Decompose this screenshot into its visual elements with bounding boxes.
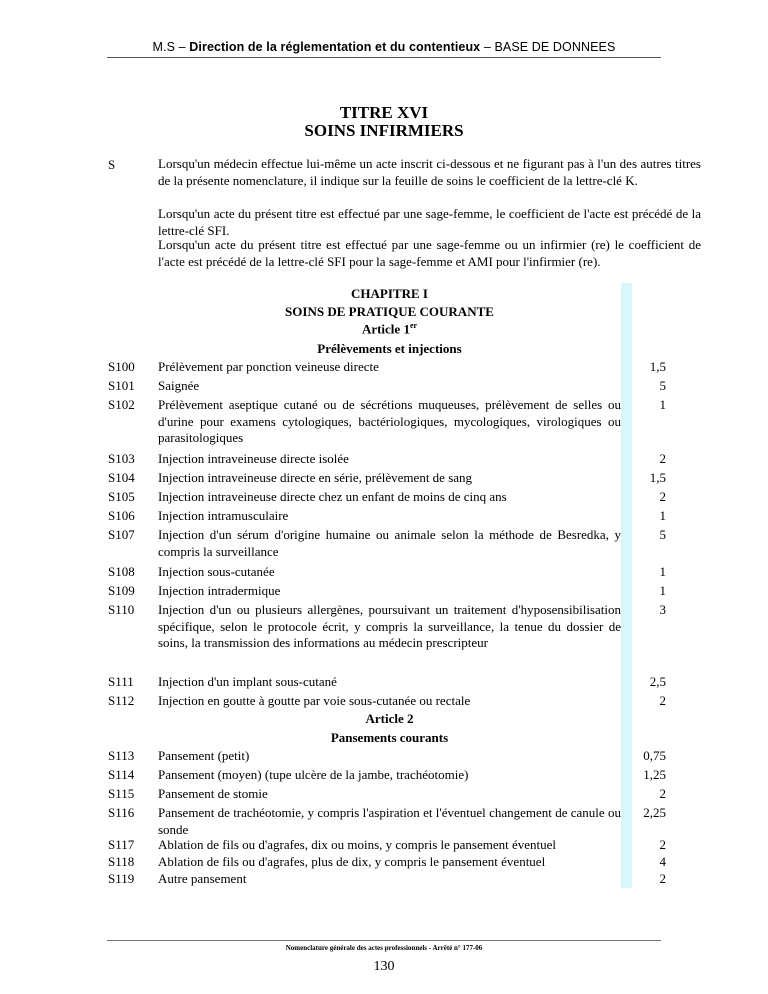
header-prefix: M.S – <box>152 40 190 54</box>
row-label: Autre pansement <box>158 871 247 886</box>
row-code: S118 <box>108 854 135 869</box>
row-code: S104 <box>108 470 135 485</box>
row-label: Pansement (moyen) (tupe ulcère de la jambe, trachéotomie) <box>158 767 469 782</box>
intro-paragraph-2: Lorsqu'un acte du présent titre est effectué par une sage-femme, le coefficient de l'acte est précédé de la lettre-clé SFI. <box>158 206 701 238</box>
article-1-label: Article 1 <box>361 321 410 337</box>
footer-text: Nomenclature générale des actes professionnels - Arrêté n° 177-06 <box>285 944 483 952</box>
header-bold: Direction de la réglementation et du contentieux <box>189 40 481 54</box>
header-rule <box>107 57 661 58</box>
row-code: S116 <box>108 805 135 820</box>
row-coef: 2 <box>659 489 666 504</box>
row-code: S113 <box>108 748 135 763</box>
row-label: Injection intramusculaire <box>158 508 289 523</box>
row-code: S112 <box>108 693 135 708</box>
page-number: 130 <box>373 959 395 974</box>
intro-code: S <box>108 157 116 172</box>
row-code: S111 <box>108 674 134 689</box>
title-line-2: SOINS INFIRMIERS <box>304 121 464 140</box>
row-label: Injection intraveineuse directe en série, prélèvement de sang <box>158 470 473 485</box>
running-header <box>107 40 661 54</box>
row-label: Ablation de fils ou d'agrafes, dix ou moins, y compris le pansement éventuel <box>158 837 557 852</box>
row-coef: 2,5 <box>649 674 666 689</box>
row-label: Injection d'un ou plusieurs allergènes, poursuivant un traitement d'hyposensibilisation spécifique, selon le protocole écrit, y compris la surveillance, la tenue du dossier de soins, la transmission des informations au médecin prescripteur <box>158 602 621 650</box>
row-coef: 0,75 <box>643 748 666 763</box>
chapter-title: CHAPITRE I <box>351 286 428 301</box>
row-coef: 2 <box>659 837 666 852</box>
row-label: Injection intraveineuse directe isolée <box>158 451 349 466</box>
row-label: Injection d'un sérum d'origine humaine ou animale selon la méthode de Besredka, y compris la surveillance <box>158 527 621 559</box>
article-2-title: Article 2 <box>365 711 414 726</box>
article-1-sup: er <box>409 321 418 330</box>
row-coef: 1,5 <box>649 359 666 374</box>
row-label: Prélèvement par ponction veineuse directe <box>158 359 379 374</box>
row-coef: 1 <box>659 397 666 412</box>
row-code: S100 <box>108 359 135 374</box>
row-label: Injection en goutte à goutte par voie sous-cutanée ou rectale <box>158 693 471 708</box>
row-code: S114 <box>108 767 135 782</box>
row-label: Injection intraveineuse directe chez un enfant de moins de cinq ans <box>158 489 507 504</box>
row-label: Pansement de trachéotomie, y compris l'aspiration et l'éventuel changement de canule ou sonde <box>158 805 621 837</box>
row-code: S108 <box>108 564 135 579</box>
row-coef: 2 <box>659 693 666 708</box>
row-coef: 1 <box>659 583 666 598</box>
row-label: Pansement de stomie <box>158 786 268 801</box>
row-coef: 2 <box>659 871 666 886</box>
row-code: S101 <box>108 378 135 393</box>
row-coef: 1,25 <box>643 767 666 782</box>
row-code: S106 <box>108 508 135 523</box>
row-label: Saignée <box>158 378 200 393</box>
row-coef: 1 <box>659 564 666 579</box>
row-label: Ablation de fils ou d'agrafes, plus de dix, y compris le pansement éventuel <box>158 854 546 869</box>
title-line-1: TITRE XVI <box>339 103 429 122</box>
article-2-heading: Pansements courants <box>330 730 449 745</box>
row-label: Injection d'un implant sous-cutané <box>158 674 337 689</box>
row-coef: 1,5 <box>649 470 666 485</box>
row-code: S107 <box>108 527 135 542</box>
row-code: S119 <box>108 871 135 886</box>
row-label: Pansement (petit) <box>158 748 250 763</box>
article-1-title <box>158 321 621 337</box>
row-label: Injection intradermique <box>158 583 281 598</box>
row-code: S103 <box>108 451 135 466</box>
row-label: Prélèvement aseptique cutané ou de sécrétions muqueuses, prélèvement de selles ou d'urine pour examens cytologiques, bactériologiques, mycologiques, virologiques ou parasitologiques <box>158 397 621 445</box>
row-coef: 2,25 <box>643 805 666 820</box>
row-code: S110 <box>108 602 135 617</box>
article-1-heading: Prélèvements et injections <box>317 341 462 356</box>
row-code: S102 <box>108 397 135 412</box>
intro-paragraph-1: Lorsqu'un médecin effectue lui-même un acte inscrit ci-dessous et ne figurant pas à l'un des autres titres de la présente nomenclature, il indique sur la feuille de soins le coefficient de la lettre-clé K. <box>158 156 701 188</box>
row-coef: 3 <box>659 602 666 617</box>
row-code: S115 <box>108 786 135 801</box>
intro-paragraph-3: Lorsqu'un acte du présent titre est effectué par une sage-femme ou un infirmier (re) le coefficient de l'acte est précédé de la lettre-clé SFI pour la sage-femme et AMI pour l'infirmier (re). <box>158 237 701 269</box>
row-coef: 5 <box>659 378 666 393</box>
row-coef: 1 <box>659 508 666 523</box>
footer-rule <box>107 940 661 941</box>
row-coef: 4 <box>659 854 666 869</box>
row-coef: 5 <box>659 527 666 542</box>
row-coef: 2 <box>659 786 666 801</box>
row-code: S109 <box>108 583 135 598</box>
row-code: S117 <box>108 837 135 852</box>
row-coef: 2 <box>659 451 666 466</box>
chapter-subtitle: SOINS DE PRATIQUE COURANTE <box>285 304 494 319</box>
row-code: S105 <box>108 489 135 504</box>
header-suffix: – BASE DE DONNEES <box>480 40 616 54</box>
row-label: Injection sous-cutanée <box>158 564 275 579</box>
